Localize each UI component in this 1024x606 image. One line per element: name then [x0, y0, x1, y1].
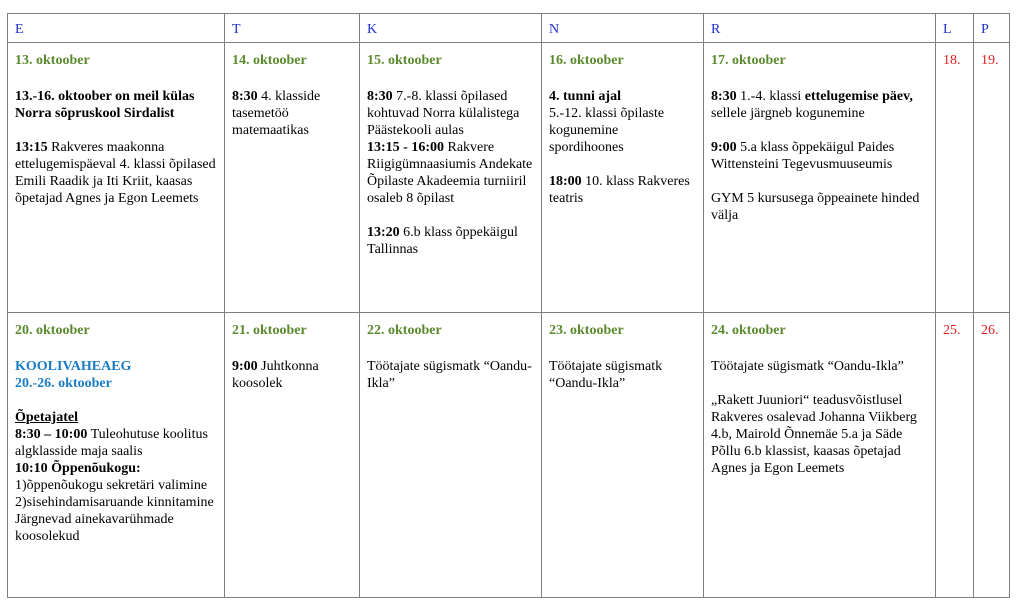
event-time: 9:00 — [711, 140, 737, 155]
header-cell-fri — [704, 14, 936, 43]
week-row-2 — [8, 313, 1010, 598]
week-row-1 — [8, 43, 1010, 313]
date-label: 21. oktoober — [232, 323, 307, 338]
date-label: 24. oktoober — [711, 323, 786, 338]
event-text: Tuleohutuse koolitus algklasside maja saalis — [15, 427, 208, 459]
day-cell-21 — [225, 313, 360, 598]
header-label: K — [367, 21, 378, 37]
header-cell-tue — [225, 14, 360, 43]
event-text: „Rakett Juuniori“ teadusvõistlusel Rakveres osalevad Johanna Viikberg 4.b, Mairold Õnnemäe 5.a ja Säde Põllu 6.b klassist, kaasas õpetajad Agnes ja Egon Leemets — [711, 393, 917, 476]
day-cell-22 — [360, 313, 542, 598]
day-cell-23 — [542, 313, 704, 598]
date-label: 15. oktoober — [367, 53, 442, 68]
day-cell-15 — [360, 43, 542, 313]
event-text: 6.b klass õppekäigul Tallinnas — [367, 225, 518, 257]
header-label: T — [232, 21, 241, 37]
day-cell-16 — [542, 43, 704, 313]
event-text: 7.-8. klassi õpilased kohtuvad Norra külalistega Päästekooli aulas — [367, 89, 520, 138]
event-time: 9:00 — [232, 359, 258, 374]
event-time: 4. tunni ajal — [549, 89, 621, 104]
header-label: P — [981, 21, 989, 37]
header-row — [8, 14, 1010, 43]
event-text: 1)õppenõukogu sekretäri valimine — [15, 478, 208, 493]
event-text: Juhtkonna koosolek — [232, 359, 319, 391]
header-cell-sun — [974, 14, 1010, 43]
header-cell-thu — [542, 14, 704, 43]
day-cell-18 — [936, 43, 974, 313]
event-text: Rakvere Riigigümnaasiumis Andekate Õpilaste Akadeemia turniiril osaleb 8 õpilast — [367, 140, 533, 206]
holiday-dates: 20.-26. oktoober — [15, 376, 112, 391]
event-text: 2)sisehindamisaruande kinnitamine — [15, 495, 214, 510]
date-label: 17. oktoober — [711, 53, 786, 68]
event-time: 13:15 — [15, 140, 48, 155]
day-cell-17 — [704, 43, 936, 313]
event-text: 5.a klass õppekäigul Paides Wittensteini Tegevusmuuseumis — [711, 140, 895, 172]
header-label: E — [15, 21, 24, 37]
event-time: 10:10 Õppenõukogu: — [15, 461, 141, 476]
event-time: 8:30 — [711, 89, 737, 104]
header-label: N — [549, 21, 560, 37]
weekly-schedule-table — [7, 13, 1010, 598]
day-cell-19 — [974, 43, 1010, 313]
date-label: 22. oktoober — [367, 323, 442, 338]
date-label: 20. oktoober — [15, 323, 90, 338]
event-text: Töötajate sügismatk “Oandu-Ikla” — [549, 359, 663, 391]
event-highlight: ettelugemise päev, — [804, 89, 913, 104]
date-label: 16. oktoober — [549, 53, 624, 68]
event-time: 8:30 — [232, 89, 258, 104]
date-label: 23. oktoober — [549, 323, 624, 338]
weekend-date: 19. — [981, 53, 999, 68]
event-time: 18:00 — [549, 174, 582, 189]
weekend-date: 26. — [981, 323, 999, 338]
event-text: 5.-12. klassi õpilaste kogunemine spordihoones — [549, 106, 665, 155]
day-cell-20 — [8, 313, 225, 598]
weekend-date: 18. — [943, 53, 961, 68]
event-time: 13:20 — [367, 225, 400, 240]
event-time: 13:15 - 16:00 — [367, 140, 444, 155]
event-text: 13.-16. oktoober on meil külas Norra sõpruskool Sirdalist — [15, 89, 195, 121]
header-label: L — [943, 21, 952, 37]
day-cell-24 — [704, 313, 936, 598]
header-cell-wed — [360, 14, 542, 43]
weekend-date: 25. — [943, 323, 961, 338]
day-cell-26 — [974, 313, 1010, 598]
event-text: Järgnevad ainekavarühmade koosolekud — [15, 512, 174, 544]
section-heading: Õpetajatel — [15, 410, 78, 425]
event-text: GYM 5 kursusega õppeainete hinded välja — [711, 191, 920, 223]
day-cell-14 — [225, 43, 360, 313]
event-text: sellele järgneb kogunemine — [711, 106, 865, 121]
date-label: 13. oktoober — [15, 53, 90, 68]
event-text: Töötajate sügismatk “Oandu-Ikla” — [711, 359, 904, 374]
holiday-label: KOOLIVAHEAEG — [15, 359, 132, 374]
header-cell-sat — [936, 14, 974, 43]
event-text: 1.-4. klassi — [736, 89, 805, 104]
event-time: 8:30 – 10:00 — [15, 427, 88, 442]
event-text: 4. klasside tasemetöö matemaatikas — [232, 89, 321, 138]
day-cell-13 — [8, 43, 225, 313]
event-time: 8:30 — [367, 89, 393, 104]
event-text: 10. klass Rakveres teatris — [549, 174, 690, 206]
header-label: R — [711, 21, 721, 37]
header-cell-mon — [8, 14, 225, 43]
date-label: 14. oktoober — [232, 53, 307, 68]
event-text: Rakveres maakonna ettelugemispäeval 4. klassi õpilased Emili Raadik ja Iti Kriit, kaasas õpetajad Agnes ja Egon Leemets — [15, 140, 216, 206]
event-text: Töötajate sügismatk “Oandu-Ikla” — [367, 359, 532, 391]
day-cell-25 — [936, 313, 974, 598]
